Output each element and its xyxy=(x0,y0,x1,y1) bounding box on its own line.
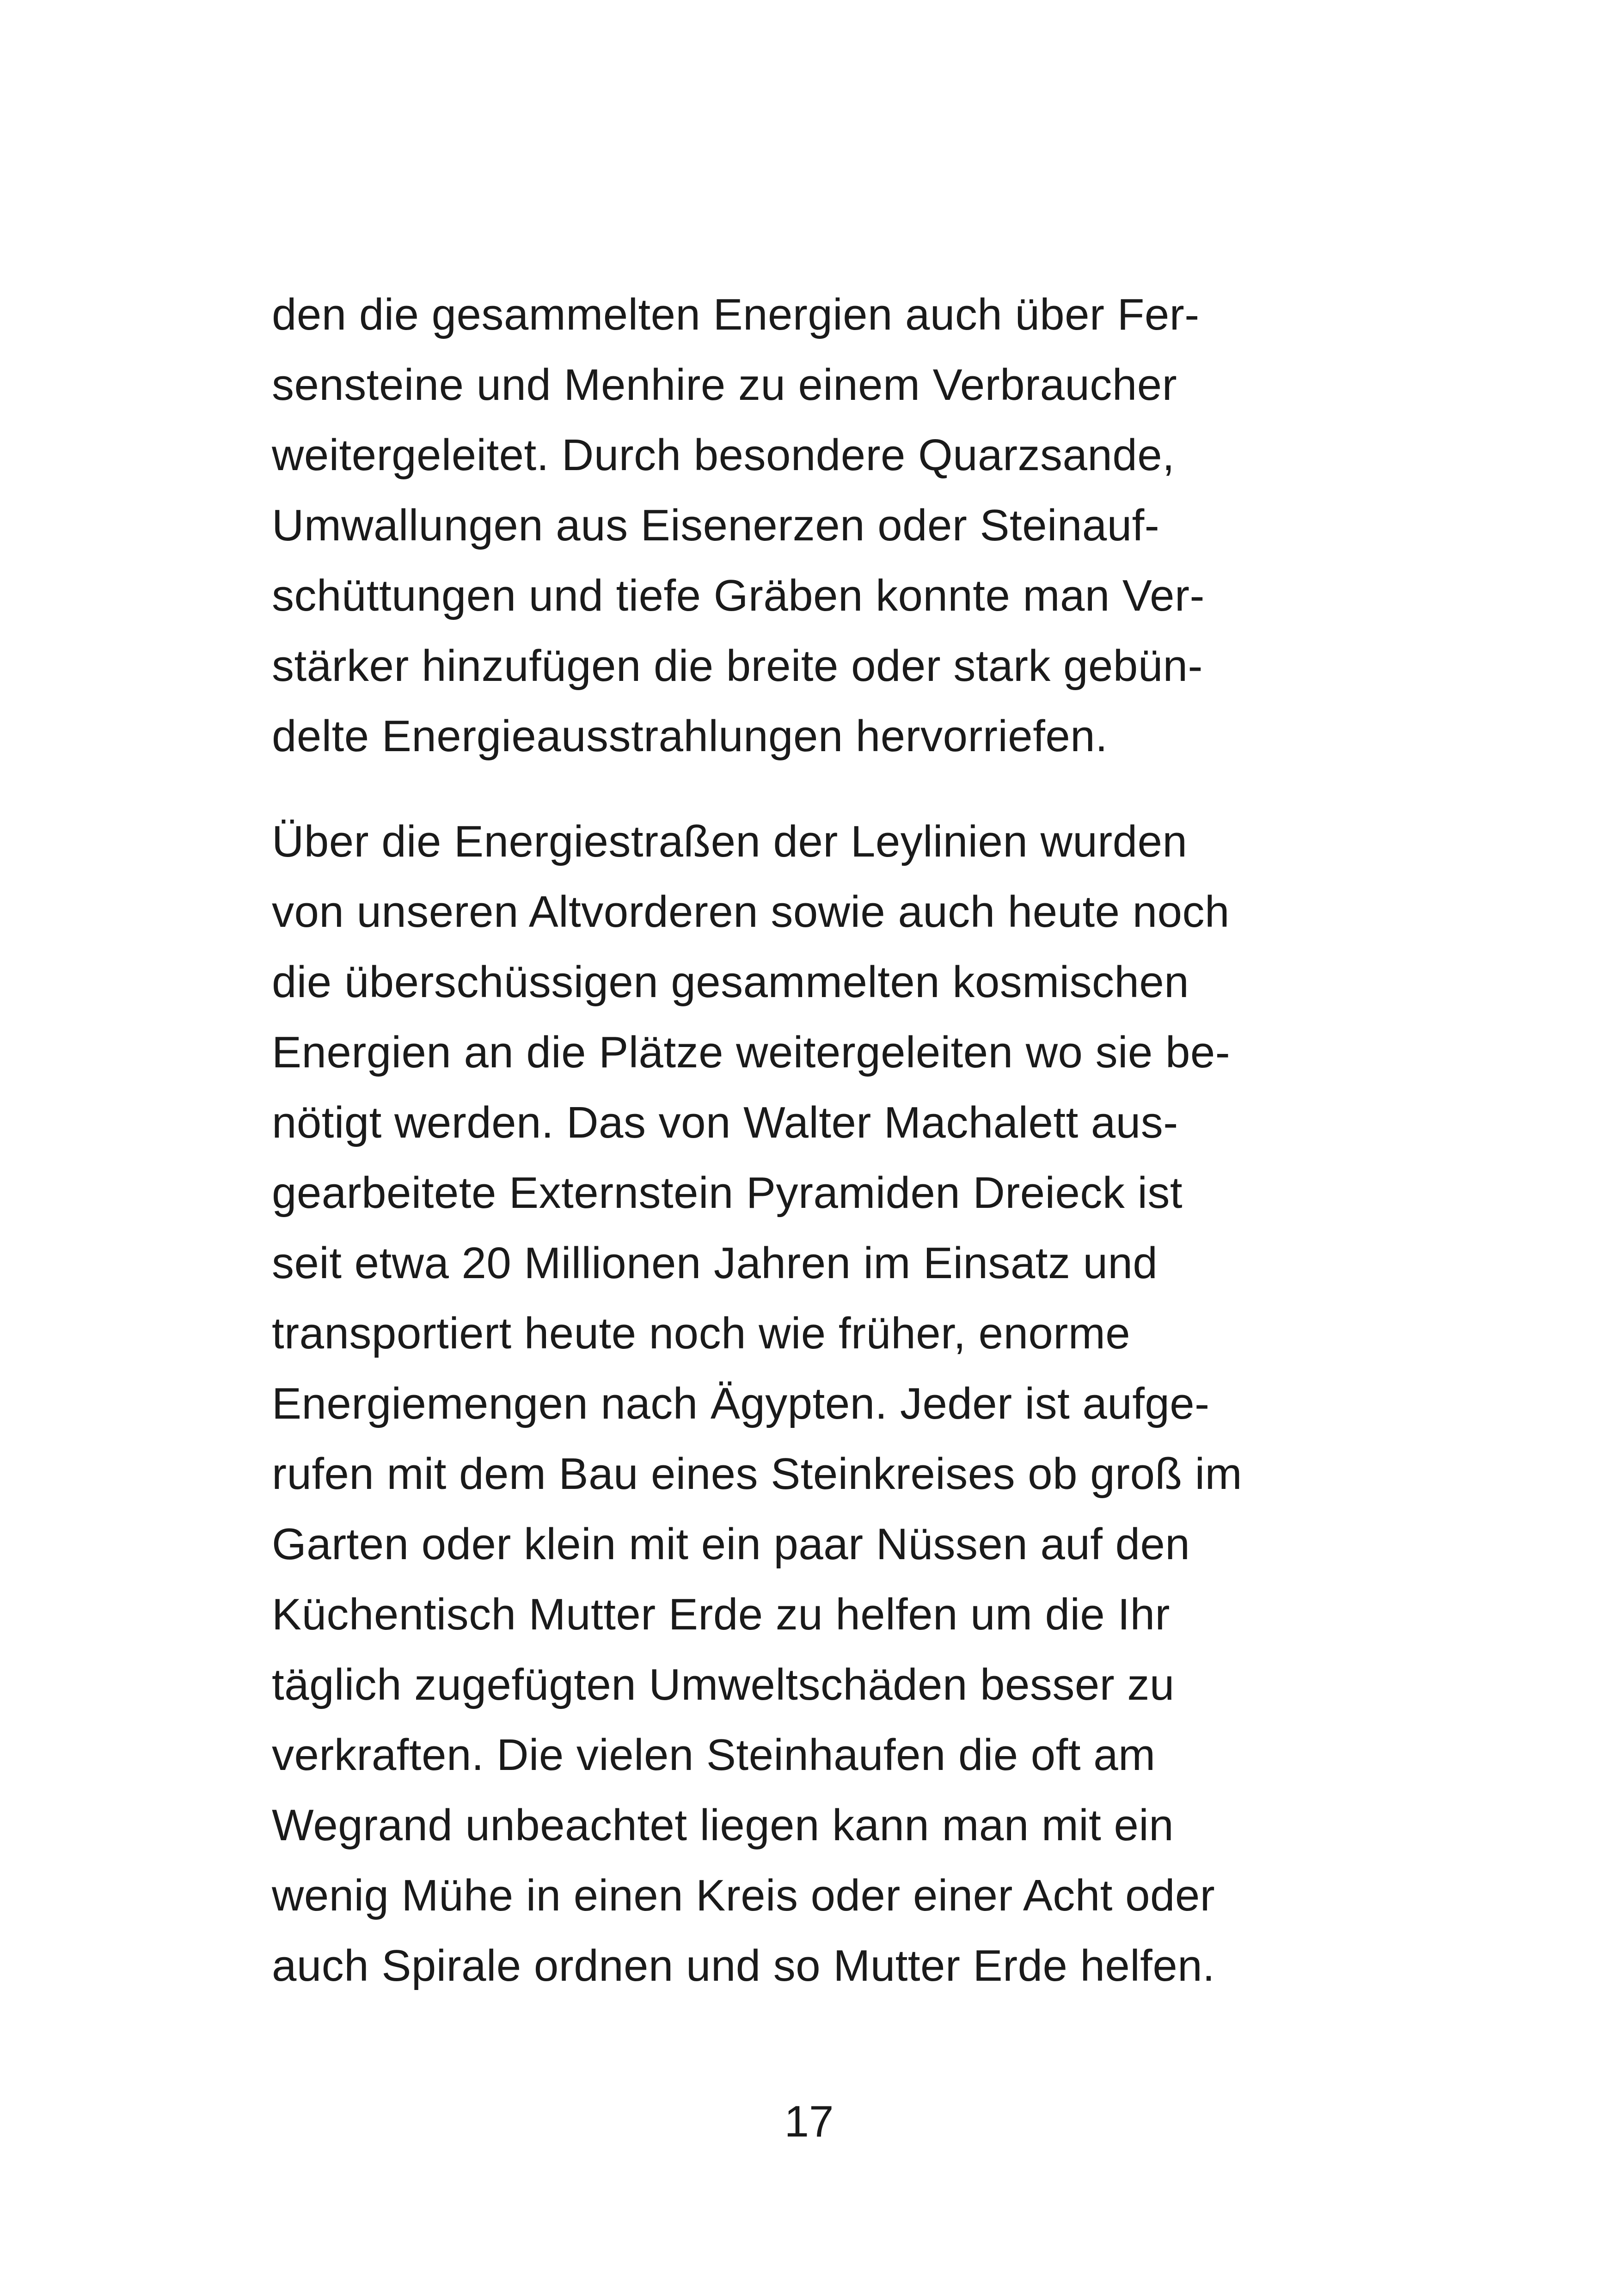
page-number: 17 xyxy=(784,2097,834,2146)
text-line: die überschüssigen gesammelten kosmischen xyxy=(272,957,1189,1007)
text-line: delte Energieausstrahlungen hervorriefen. xyxy=(272,711,1108,761)
text-line: wenig Mühe in einen Kreis oder einer Acht oder xyxy=(272,1871,1215,1920)
text-line: seit etwa 20 Millionen Jahren im Einsatz und xyxy=(272,1238,1158,1288)
text-line: auch Spirale ordnen und so Mutter Erde helfen. xyxy=(272,1941,1215,1990)
text-line: nötigt werden. Das von Walter Machalett aus- xyxy=(272,1098,1178,1147)
text-line: Über die Energiestraßen der Leylinien wurden xyxy=(272,817,1188,866)
text-line: verkraften. Die vielen Steinhaufen die oft am xyxy=(272,1730,1156,1780)
text-line: Energien an die Plätze weitergeleiten wo sie be- xyxy=(272,1028,1231,1077)
text-line: täglich zugefügten Umweltschäden besser zu xyxy=(272,1660,1175,1709)
text-line: stärker hinzufügen die breite oder stark gebün- xyxy=(272,641,1203,691)
text-line: sensteine und Menhire zu einem Verbraucher xyxy=(272,360,1177,410)
text-line: Wegrand unbeachtet liegen kann man mit ein xyxy=(272,1800,1174,1850)
text-line: weitergeleitet. Durch besondere Quarzsande, xyxy=(272,430,1175,480)
text-line: schüttungen und tiefe Gräben konnte man Ver- xyxy=(272,571,1205,620)
text-line: von unseren Altvorderen sowie auch heute noch xyxy=(272,887,1230,937)
text-line: gearbeitete Externstein Pyramiden Dreieck ist xyxy=(272,1168,1183,1218)
text-line: Energiemengen nach Ägypten. Jeder ist aufge- xyxy=(272,1379,1210,1428)
text-line: Umwallungen aus Eisenerzen oder Steinauf- xyxy=(272,501,1160,550)
paragraph-1 xyxy=(272,280,1381,771)
text-line: Küchentisch Mutter Erde zu helfen um die Ihr xyxy=(272,1590,1170,1639)
text-line: Garten oder klein mit ein paar Nüssen auf den xyxy=(272,1519,1190,1569)
paragraph-2 xyxy=(272,807,1381,2001)
text-line: transportiert heute noch wie früher, enorme xyxy=(272,1309,1131,1358)
text-line: den die gesammelten Energien auch über Fer- xyxy=(272,290,1200,339)
text-line: rufen mit dem Bau eines Steinkreises ob groß im xyxy=(272,1449,1243,1499)
